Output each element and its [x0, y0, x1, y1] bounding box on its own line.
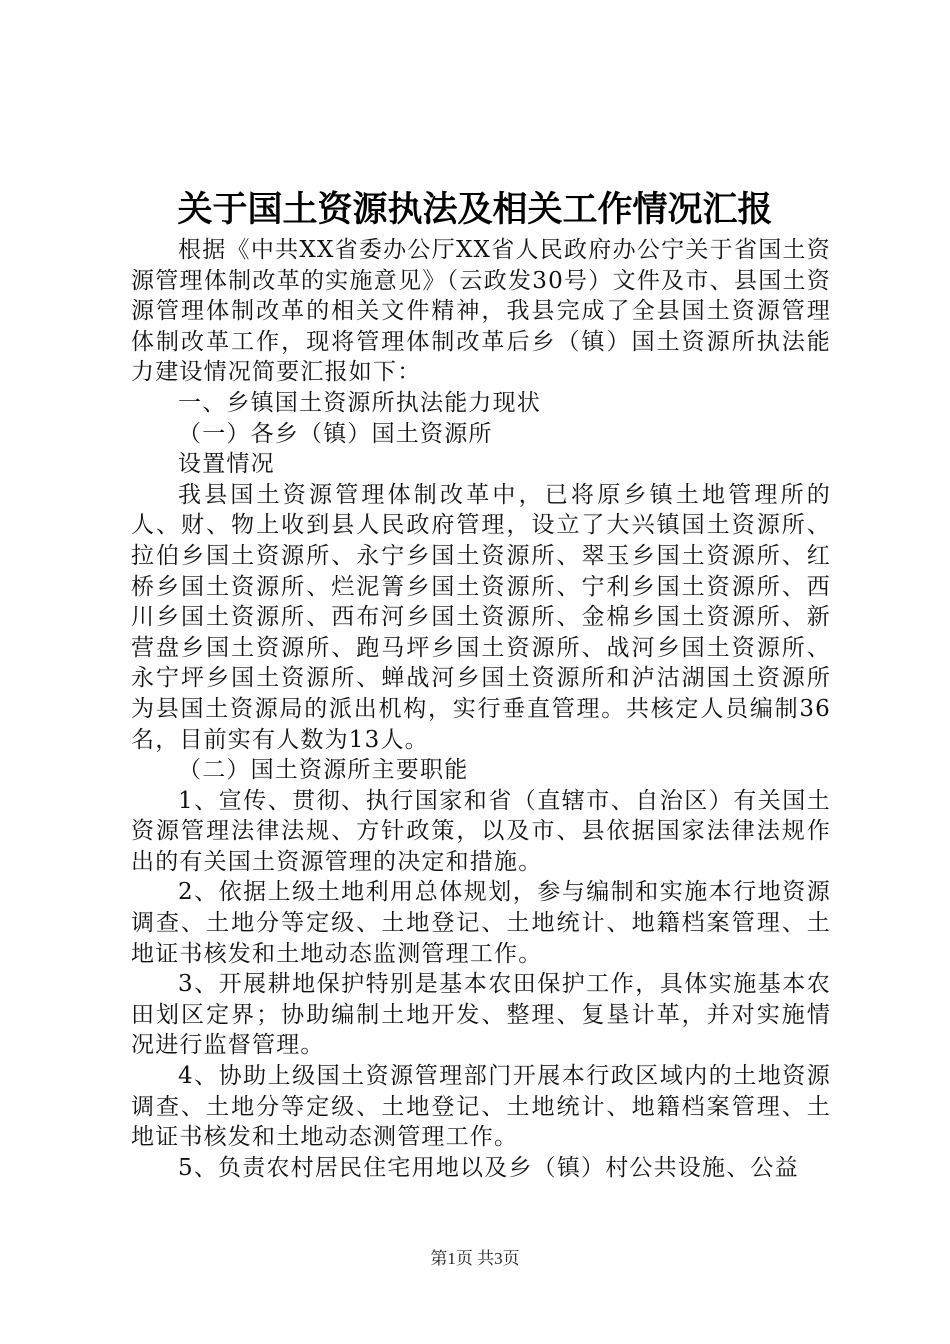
section-heading-1: 一、乡镇国土资源所执法能力现状: [178, 389, 541, 416]
duty-item-5: 5、负责农村居民住宅用地以及乡（镇）村公共设施、公益: [178, 1154, 799, 1181]
document-title: 关于国土资源执法及相关工作情况汇报: [177, 189, 773, 230]
intro-paragraph: 根据《中共XX省委办公厅XX省人民政府办公宁关于省国土资源管理体制改革的实施意见》（云政发30号）文件及市、县国土资源管理体制改革的相关文件精神，我县完成了全县国土资源管理体制改革工作，现将管理体制改革后乡（镇）国土资源所执法能力建设情况简要汇报如下：: [131, 237, 831, 386]
subsection-heading-2: （二）国土资源所主要职能: [178, 757, 469, 784]
duty-item-3: 3、开展耕地保护特别是基本农田保护工作，具体实施基本农田划区定界；协助编制土地开发、整理、复垦计革，并对实施情况进行监督管理。: [131, 971, 831, 1059]
subsection-heading-1: （一）各乡（镇）国土资源所: [178, 420, 493, 447]
duty-item-4: 4、协助上级国土资源管理部门开展本行政区域内的土地资源调查、土地分等定级、土地登记、土地统计、地籍档案管理、土地证书核发和土地动态测管理工作。: [131, 1063, 831, 1151]
page-number-footer: 第1页 共3页: [430, 1249, 520, 1268]
setup-paragraph: 我县国土资源管理体制改革中，已将原乡镇土地管理所的人、财、物上收到县人民政府管理，设立了大兴镇国土资源所、拉伯乡国土资源所、永宁乡国土资源所、翠玉乡国土资源所、红桥乡国土资源所、烂泥箐乡国土资源所、宁利乡国土资源所、西川乡国土资源所、西布河乡国土资源所、金棉乡国土资源所、新营盘乡国土资源所、跑马坪乡国土资源所、战河乡国土资源所、永宁坪乡国土资源所、蝉战河乡国土资源所和泸沽湖国土资源所为县国土资源局的派出机构，实行垂直管理。共核定人员编制36名，目前实有人数为13人。: [131, 481, 831, 753]
duty-item-2: 2、依据上级土地利用总体规划，参与编制和实施本行地资源调查、土地分等定级、土地登记、土地统计、地籍档案管理、土地证书核发和土地动态监测管理工作。: [131, 879, 831, 967]
subsection-heading-1-cont: 设置情况: [178, 451, 275, 478]
duty-item-1: 1、宣传、贯彻、执行国家和省（直辖市、自治区）有关国土资源管理法律法规、方针政策，以及市、县依据国家法律法规作出的有关国土资源管理的决定和措施。: [131, 787, 831, 875]
document-body: [131, 235, 831, 1183]
